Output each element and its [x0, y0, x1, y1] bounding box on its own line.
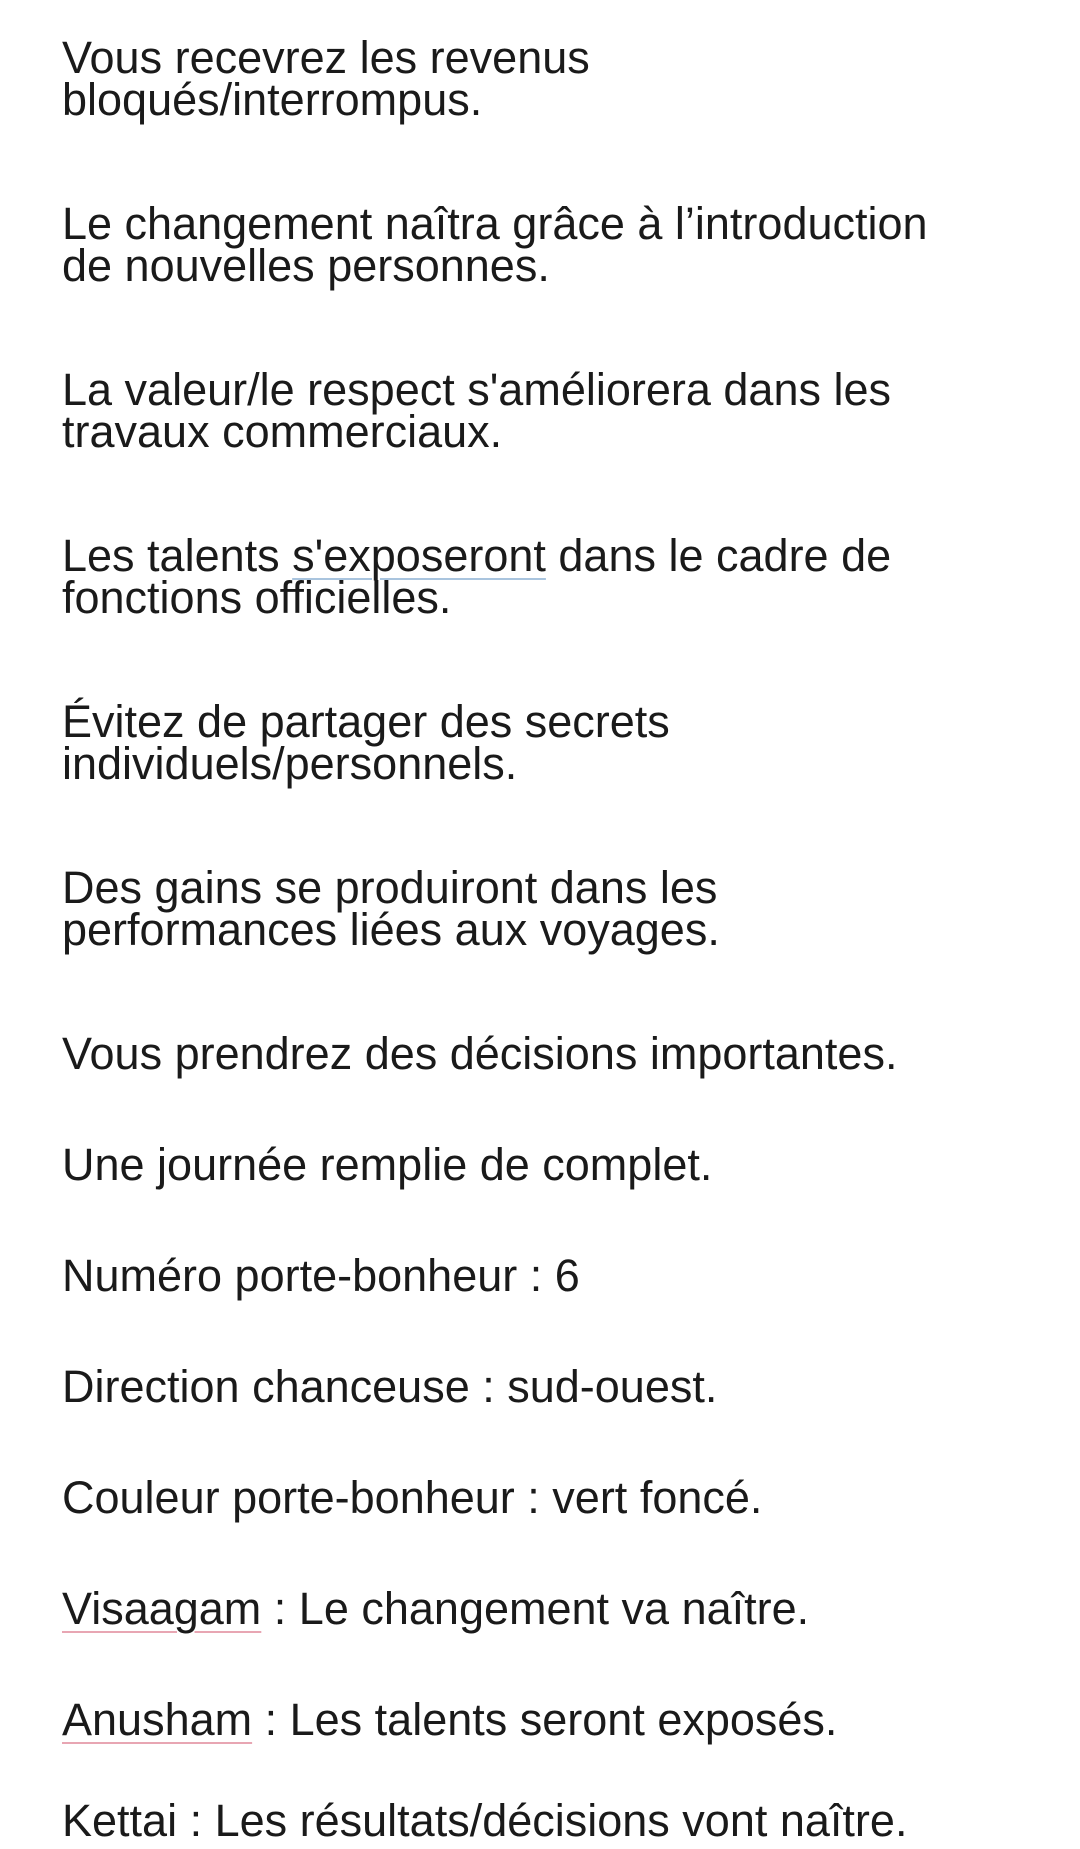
nakshatra-visaagam: [62, 1581, 809, 1637]
lucky-number: Numéro porte-bonheur : 6: [62, 1250, 580, 1301]
paragraph-5-line-1: Évitez de partager des secrets: [62, 696, 670, 747]
nakshatra-visaagam-text: : Le changement va naître.: [261, 1583, 810, 1634]
paragraph-8: Une journée remplie de complet.: [62, 1139, 713, 1190]
paragraph-4-text-start: Les talents: [62, 530, 293, 581]
spellcheck-underlined-word[interactable]: s'exposeront: [292, 530, 546, 581]
paragraph-7: Vous prendrez des décisions importantes.: [62, 1028, 898, 1079]
paragraph-4-line-2: fonctions officielles.: [62, 572, 452, 623]
spellcheck-underlined-word[interactable]: Anusham: [62, 1694, 253, 1745]
nakshatra-anusham-text: : Les talents seront exposés.: [252, 1694, 838, 1745]
paragraph-3-line-1: La valeur/le respect s'améliorera dans les: [62, 364, 892, 415]
paragraph-4-text-end: dans le cadre de: [545, 530, 892, 581]
paragraph-5-line-2: individuels/personnels.: [62, 738, 518, 789]
paragraph-1-line-2: bloqués/interrompus.: [62, 74, 483, 125]
spellcheck-underlined-word[interactable]: Visaagam: [62, 1583, 262, 1634]
nakshatra-anusham: [62, 1692, 837, 1748]
paragraph-3-line-2: travaux commerciaux.: [62, 406, 503, 457]
paragraph-1-line-1: Vous recevrez les revenus: [62, 32, 590, 83]
paragraph-2-line-2: de nouvelles personnes.: [62, 240, 550, 291]
paragraph-2-line-1: Le changement naîtra grâce à l’introduction: [62, 198, 928, 249]
paragraph-6-line-2: performances liées aux voyages.: [62, 904, 720, 955]
lucky-direction: Direction chanceuse : sud-ouest.: [62, 1361, 718, 1412]
paragraph-6-line-1: Des gains se produiront dans les: [62, 862, 718, 913]
nakshatra-kettai: Kettai : Les résultats/décisions vont naître.: [62, 1795, 908, 1846]
lucky-color: Couleur porte-bonheur : vert foncé.: [62, 1472, 763, 1523]
